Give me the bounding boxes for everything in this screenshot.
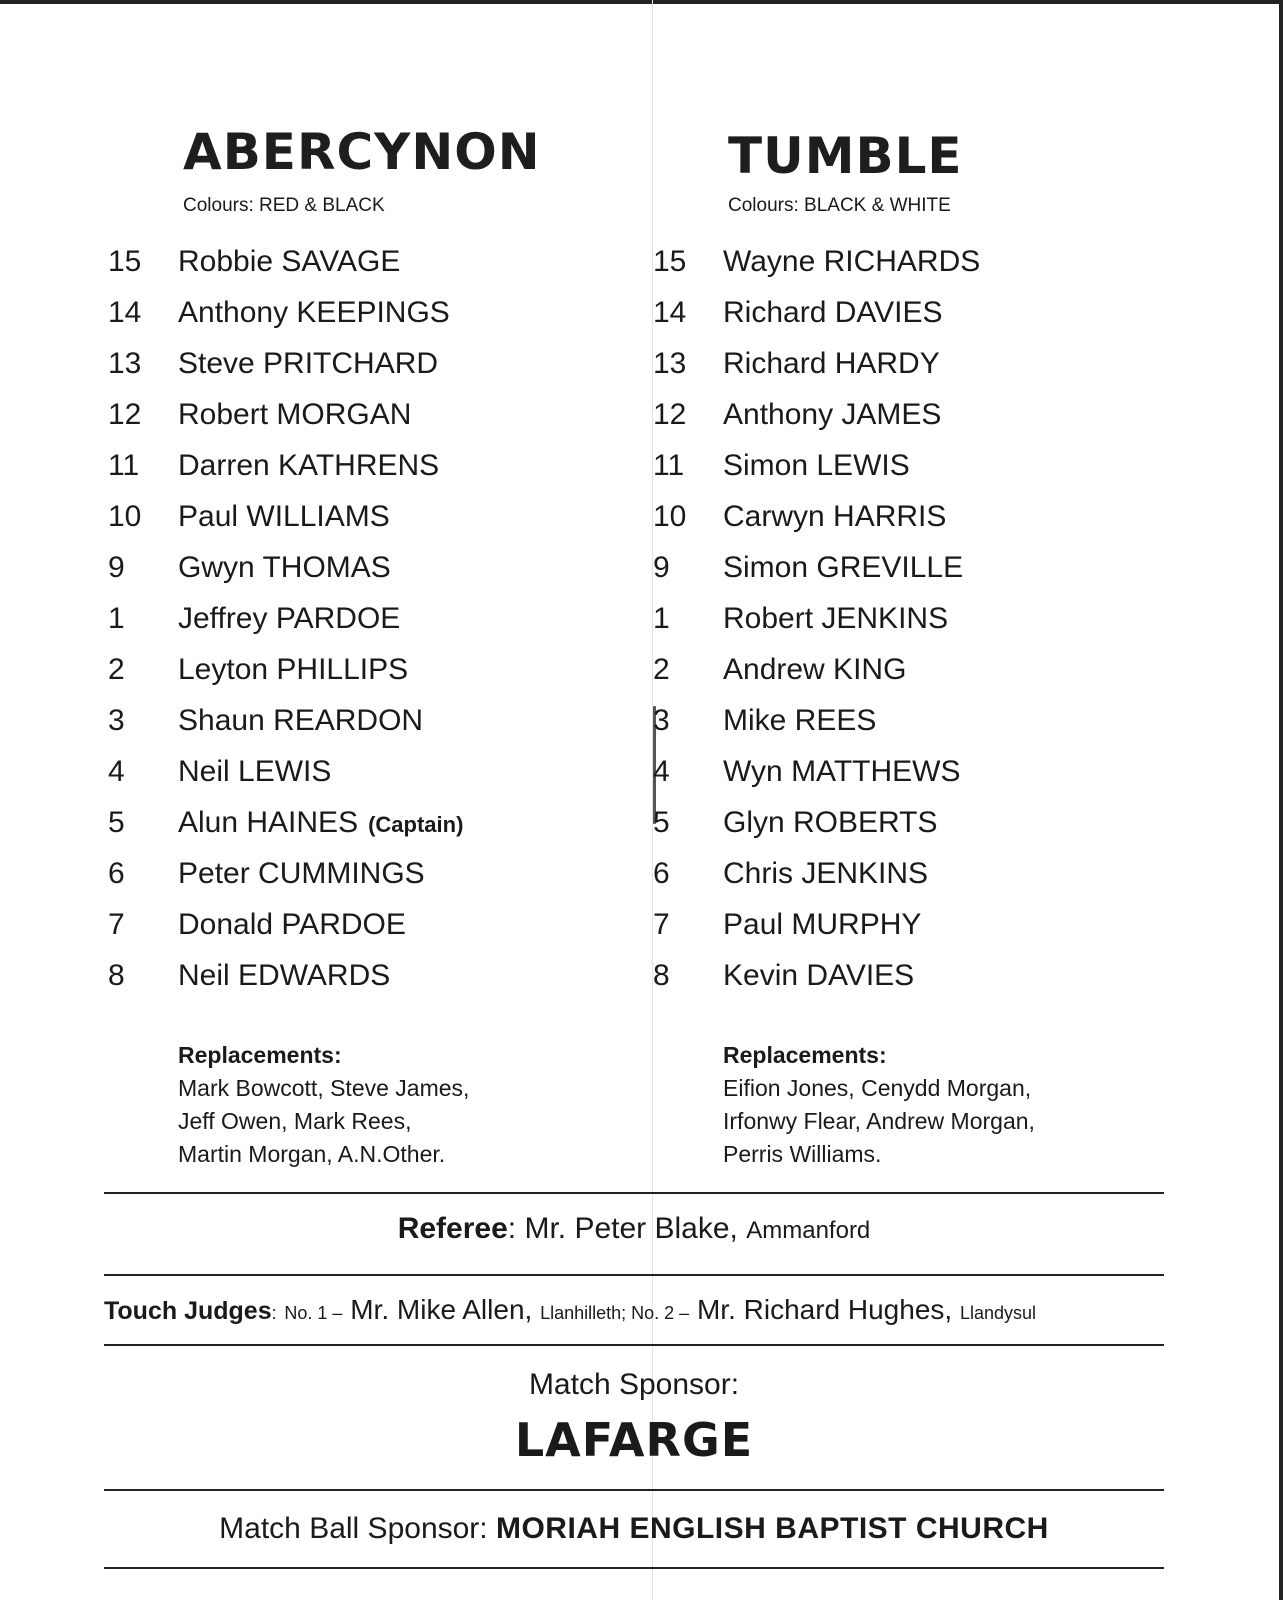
- player-row: [653, 242, 1035, 293]
- player-name: Neil EDWARDS: [178, 959, 391, 992]
- page-border-top: [0, 0, 1283, 4]
- ball-sponsor-name: MORIAH ENGLISH BAPTIST CHURCH: [495, 1512, 1049, 1545]
- divider: [104, 1567, 1164, 1569]
- player-row: [108, 293, 541, 344]
- home-team-colours: Colours: RED & BLACK: [183, 195, 385, 216]
- player-name: Simon LEWIS: [723, 449, 910, 482]
- player-number: 5: [653, 806, 670, 839]
- player-row: [108, 803, 541, 854]
- player-name: Wayne RICHARDS: [723, 245, 981, 278]
- player-name: Gwyn THOMAS: [178, 551, 391, 584]
- player-row: [653, 956, 1035, 1007]
- player-row: [108, 599, 541, 650]
- player-row: [108, 242, 541, 293]
- player-name: Richard HARDY: [723, 347, 940, 380]
- player-name: Robbie SAVAGE: [178, 245, 401, 278]
- player-row: [653, 803, 1035, 854]
- player-name: Chris JENKINS: [723, 857, 929, 890]
- touch-judge-2-name: Mr. Richard Hughes,: [696, 1294, 953, 1325]
- player-row: [653, 395, 1035, 446]
- player-name: Robert MORGAN: [178, 398, 412, 431]
- touch-judge-2-place: Llandysul: [959, 1303, 1037, 1323]
- player-number: 10: [108, 500, 142, 533]
- player-name: Richard DAVIES: [723, 296, 943, 329]
- away-team: [653, 120, 1035, 1171]
- player-number: 3: [653, 704, 670, 737]
- home-team-name: ABERCYNON: [183, 123, 541, 181]
- captain-badge: (Captain): [368, 812, 464, 837]
- player-row: [653, 701, 1035, 752]
- player-number: 6: [653, 857, 670, 890]
- player-name: Robert JENKINS: [723, 602, 949, 635]
- match-sponsor-name: LAFARGE: [514, 1413, 754, 1467]
- player-name: Steve PRITCHARD: [178, 347, 439, 380]
- replacements-line: Perris Williams.: [723, 1141, 882, 1167]
- player-row: [653, 446, 1035, 497]
- player-name: Donald PARDOE: [178, 908, 406, 941]
- player-row: [108, 446, 541, 497]
- player-row: [653, 293, 1035, 344]
- player-number: 4: [108, 755, 125, 788]
- player-number: 1: [108, 602, 125, 635]
- player-name: Paul WILLIAMS: [178, 500, 390, 533]
- player-number: 7: [653, 908, 670, 941]
- ball-sponsor-label: Match Ball Sponsor:: [219, 1512, 488, 1545]
- touch-judge-1-place: Llanhilleth; No. 2 –: [540, 1303, 690, 1323]
- player-row: [108, 548, 541, 599]
- home-team: [108, 120, 541, 1171]
- player-row: [108, 395, 541, 446]
- replacements-line: Jeff Owen, Mark Rees,: [178, 1108, 412, 1134]
- player-name: Peter CUMMINGS: [178, 857, 425, 890]
- away-replacements: [723, 1039, 1035, 1171]
- player-row: [108, 956, 541, 1007]
- player-row: [108, 854, 541, 905]
- player-number: 5: [108, 806, 125, 839]
- away-team-colours: Colours: BLACK & WHITE: [728, 195, 951, 216]
- player-name: Neil LEWIS: [178, 755, 332, 788]
- player-number: 1: [653, 602, 670, 635]
- player-row: [653, 497, 1035, 548]
- player-number: 10: [653, 500, 687, 533]
- player-name: Leyton PHILLIPS: [178, 653, 409, 686]
- player-name: Glyn ROBERTS: [723, 806, 938, 839]
- player-row: [108, 701, 541, 752]
- player-row: [653, 344, 1035, 395]
- player-row: [108, 344, 541, 395]
- home-replacements: [178, 1039, 541, 1171]
- player-number: 15: [108, 245, 142, 278]
- player-number: 12: [108, 398, 142, 431]
- player-number: 13: [653, 347, 687, 380]
- player-number: 4: [653, 755, 670, 788]
- player-name: Jeffrey PARDOE: [178, 602, 401, 635]
- player-number: 7: [108, 908, 125, 941]
- page-border-right: [1279, 0, 1283, 1600]
- replacements-line: Martin Morgan, A.N.Other.: [178, 1141, 446, 1167]
- player-number: 12: [653, 398, 687, 431]
- player-name: Anthony JAMES: [723, 398, 942, 431]
- player-name: Andrew KING: [723, 653, 907, 686]
- player-number: 13: [108, 347, 142, 380]
- player-name: Mike REES: [723, 704, 877, 737]
- player-number: 9: [108, 551, 125, 584]
- replacements-heading: Replacements:: [723, 1042, 887, 1068]
- player-name: Paul MURPHY: [723, 908, 922, 941]
- player-row: [653, 752, 1035, 803]
- replacements-line: Eifion Jones, Cenydd Morgan,: [723, 1075, 1032, 1101]
- ball-sponsor-line: [104, 1512, 1164, 1546]
- player-name: Simon GREVILLE: [723, 551, 964, 584]
- player-name: Shaun REARDON: [178, 704, 424, 737]
- home-player-list: [108, 242, 541, 1007]
- divider: [104, 1489, 1164, 1491]
- player-name: Carwyn HARRIS: [723, 500, 947, 533]
- player-number: 8: [653, 959, 670, 992]
- player-row: [108, 752, 541, 803]
- referee-colon: :: [507, 1212, 517, 1245]
- player-number: 6: [108, 857, 125, 890]
- referee-name: Mr. Peter Blake,: [524, 1212, 738, 1245]
- player-number: 14: [108, 296, 142, 329]
- touch-judge-1-label: No. 1 –: [284, 1303, 343, 1323]
- divider: [104, 1274, 1164, 1276]
- touch-judges-label: Touch Judges: [104, 1297, 272, 1325]
- replacements-line: Mark Bowcott, Steve James,: [178, 1075, 470, 1101]
- player-row: [653, 599, 1035, 650]
- touch-judges-line: [104, 1294, 1164, 1326]
- referee-label: Referee: [397, 1212, 508, 1245]
- player-number: 2: [653, 653, 670, 686]
- player-row: [653, 650, 1035, 701]
- away-player-list: [653, 242, 1035, 1007]
- player-row: [108, 650, 541, 701]
- player-number: 11: [108, 449, 140, 482]
- player-row: [108, 497, 541, 548]
- player-number: 3: [108, 704, 125, 737]
- divider: [104, 1192, 1164, 1194]
- replacements-heading: Replacements:: [178, 1042, 342, 1068]
- player-name: Wyn MATTHEWS: [723, 755, 961, 788]
- player-row: [108, 905, 541, 956]
- player-number: 8: [108, 959, 125, 992]
- player-row: [653, 905, 1035, 956]
- player-number: 15: [653, 245, 687, 278]
- divider: [104, 1344, 1164, 1346]
- referee-place: Ammanford: [746, 1217, 871, 1244]
- player-number: 2: [108, 653, 125, 686]
- touch-judges-colon: :: [271, 1303, 277, 1323]
- player-row: [653, 548, 1035, 599]
- player-name: Anthony KEEPINGS: [178, 296, 450, 329]
- player-number: 14: [653, 296, 687, 329]
- player-name: Alun HAINES: [178, 806, 359, 839]
- touch-judge-1-name: Mr. Mike Allen,: [350, 1294, 533, 1325]
- player-row: [653, 854, 1035, 905]
- player-name: Kevin DAVIES: [723, 959, 915, 992]
- player-name: Darren KATHRENS: [178, 449, 440, 482]
- referee-line: [104, 1212, 1164, 1246]
- player-number: 9: [653, 551, 670, 584]
- player-number: 11: [653, 449, 685, 482]
- match-sponsor-label: Match Sponsor:: [528, 1368, 740, 1401]
- replacements-line: Irfonwy Flear, Andrew Morgan,: [723, 1108, 1035, 1134]
- away-team-name: TUMBLE: [728, 127, 963, 185]
